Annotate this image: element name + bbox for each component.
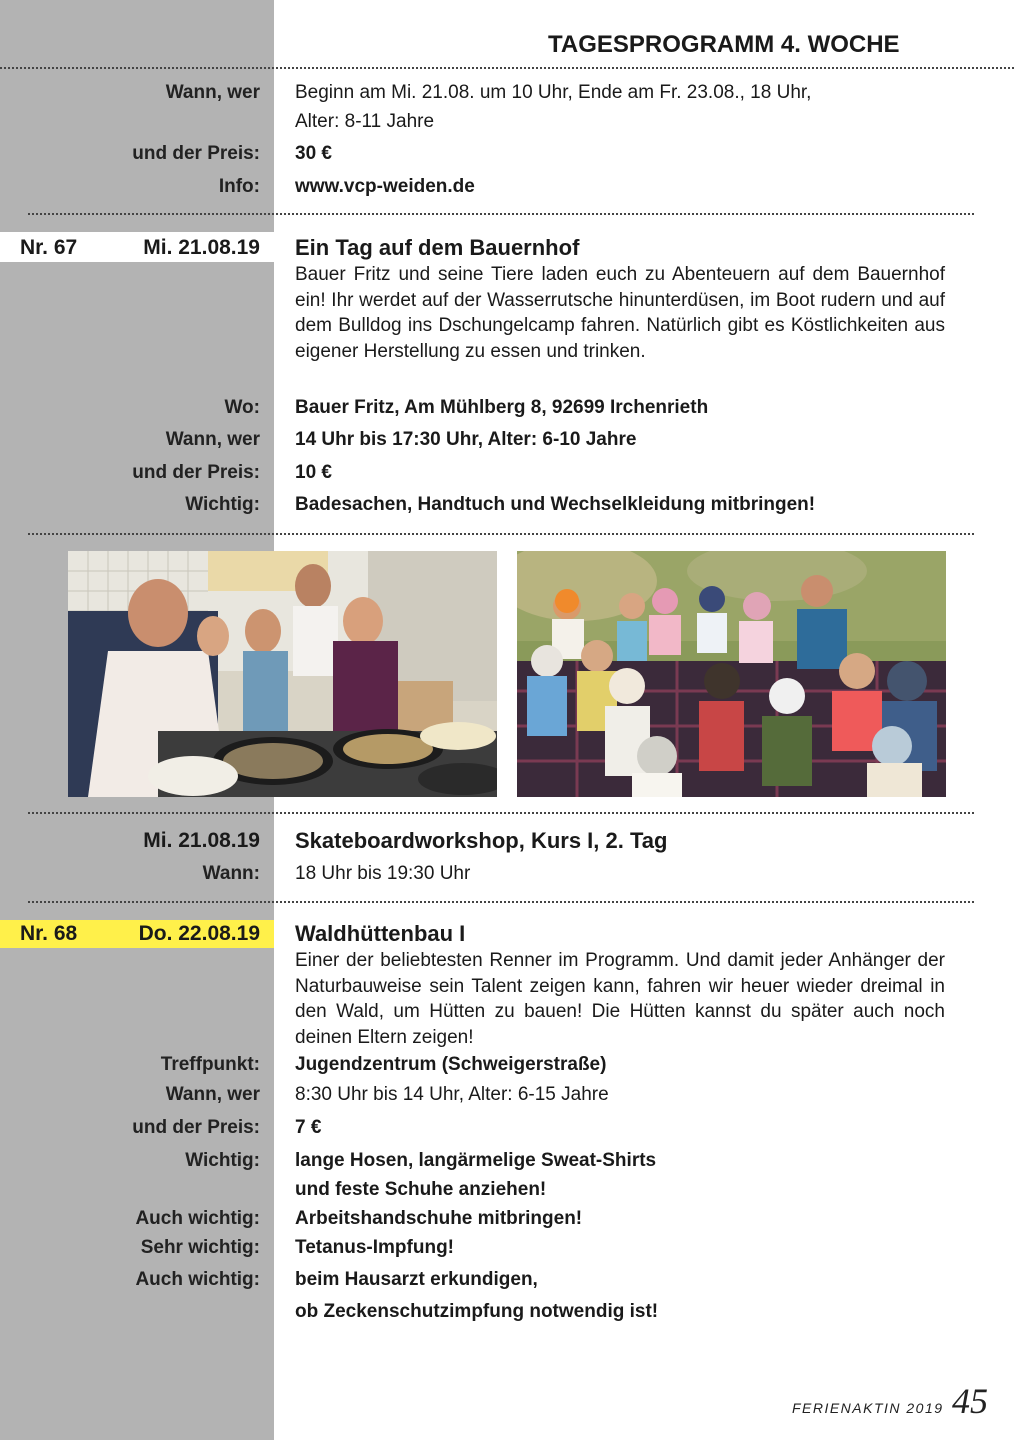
price-value: 7 € [295, 1117, 322, 1138]
price-label: und der Preis: [132, 462, 260, 483]
event-date: Mi. 21.08.19 [143, 236, 260, 259]
wann-label: Wann: [202, 863, 260, 884]
page-number: 45 [952, 1381, 988, 1421]
location-value: Bauer Fritz, Am Mühlberg 8, 92699 Irchenrieth [295, 397, 709, 418]
important-label: Wichtig: [185, 1150, 260, 1171]
divider [28, 213, 974, 215]
info-label: Info: [218, 176, 260, 197]
wann-label: Wann, wer [165, 1084, 260, 1105]
divider [28, 812, 974, 814]
event-title: Skateboardworkshop, Kurs I, 2. Tag [295, 828, 668, 853]
price-value: 10 € [295, 462, 332, 483]
also-important-value-2-line2: ob Zeckenschutzimpfung notwendig ist! [295, 1301, 659, 1322]
divider [28, 901, 974, 903]
event-number: Nr. 67 [20, 236, 78, 259]
also-important-label-2: Auch wichtig: [135, 1269, 260, 1290]
important-label: Wichtig: [185, 494, 260, 515]
event-title: Ein Tag auf dem Bauernhof [295, 235, 580, 260]
meeting-point-label: Treffpunkt: [160, 1054, 260, 1075]
location-label: Wo: [224, 397, 260, 418]
divider [0, 67, 1014, 69]
page-title: TAGESPROGRAMM 4. WOCHE [548, 31, 900, 58]
price-label: und der Preis: [132, 1117, 260, 1138]
very-important-value: Tetanus-Impfung! [295, 1237, 455, 1258]
event-number: Nr. 68 [20, 922, 78, 945]
event-description: Bauer Fritz und seine Tiere laden euch zu Abenteuern auf dem Bauernhof ein! Ihr werdet auf der Wasserrutsche hinunterdüsen, im Boot rudern und auf dem Bulldog ins Dschungelcamp fahren. Natürlich gibt es Köstlichkeiten aus eigener Herstellung zu essen und trinken. [295, 264, 945, 362]
wann-value-line2: Alter: 8-11 Jahre [295, 111, 435, 132]
event-date: Do. 22.08.19 [138, 922, 260, 945]
wann-value: 18 Uhr bis 19:30 Uhr [295, 863, 471, 884]
price-value: 30 € [295, 143, 332, 164]
wann-label: Wann, wer [165, 429, 260, 450]
important-value: Badesachen, Handtuch und Wechselkleidung mitbringen! [295, 494, 816, 515]
very-important-label: Sehr wichtig: [140, 1237, 260, 1258]
price-label: und der Preis: [132, 143, 260, 164]
meeting-point-value: Jugendzentrum (Schweigerstraße) [295, 1054, 607, 1075]
footer-brand: FERIENAKTIN 2019 [791, 1400, 944, 1416]
important-value-line2: und feste Schuhe anziehen! [295, 1179, 547, 1200]
wann-value: 14 Uhr bis 17:30 Uhr, Alter: 6-10 Jahre [295, 429, 637, 450]
picnic-photo [517, 551, 946, 797]
info-link[interactable]: www.vcp-weiden.de [295, 176, 475, 197]
kitchen-photo [68, 551, 497, 797]
footer [792, 1380, 988, 1422]
divider [28, 533, 974, 535]
also-important-value-2: beim Hausarzt erkundigen, [295, 1269, 538, 1290]
wann-label: Wann, wer [165, 82, 260, 103]
also-important-label: Auch wichtig: [135, 1208, 260, 1229]
event-description: Einer der beliebtesten Renner im Programm. Und damit jeder Anhänger der Naturbauweise sein Talent zeigen kann, fahren wir heuer wieder dreimal in den Wald, um Hütten zu bauen! Die Hütten kannst du später auch noch deinen Eltern zeigen! [295, 950, 945, 1048]
important-value: lange Hosen, langärmelige Sweat-Shirts [295, 1150, 657, 1171]
wann-value: 8:30 Uhr bis 14 Uhr, Alter: 6-15 Jahre [295, 1084, 609, 1105]
event-title: Waldhüttenbau I [295, 921, 466, 946]
event-date: Mi. 21.08.19 [143, 829, 260, 852]
also-important-value: Arbeitshandschuhe mitbringen! [295, 1208, 583, 1229]
wann-value: Beginn am Mi. 21.08. um 10 Uhr, Ende am Fr. 23.08., 18 Uhr, [295, 82, 812, 103]
